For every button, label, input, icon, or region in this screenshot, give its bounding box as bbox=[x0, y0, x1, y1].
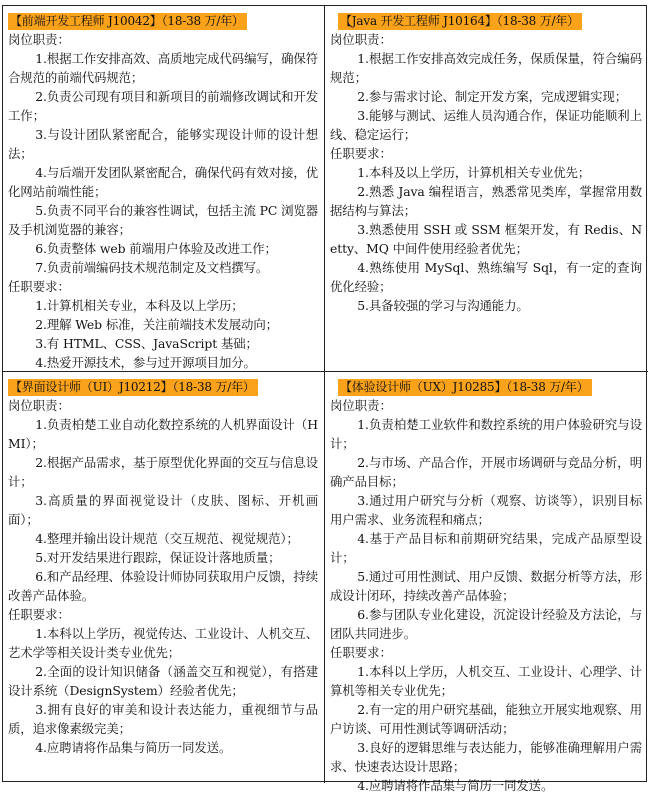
duties-heading: 岗位职责： bbox=[330, 398, 392, 413]
duties-heading: 岗位职责： bbox=[330, 32, 392, 47]
requirement-item: 1.本科以上学历，视觉传达、工业设计、人机交互、艺术学等相关设计类专业优先； bbox=[8, 626, 318, 660]
duty-item: 2.参与需求讨论、制定开发方案，完成逻辑实现； bbox=[357, 89, 627, 104]
duty-item: 2.与市场、产品合作，开展市场调研与竞品分析，明确产品目标； bbox=[330, 455, 642, 489]
duty-item: 2.负责公司现有项目和新项目的前端修改调试和开发工作； bbox=[8, 89, 318, 123]
requirement-item: 2.有一定的用户研究基础，能独立开展实地观察、用户访谈、可用性测试等调研活动； bbox=[330, 702, 642, 736]
requirement-item: 2.熟悉 Java 编程语言，熟悉常见类库，掌握常用数据结构与算法； bbox=[330, 184, 642, 218]
requirement-item: 5.具备较强的学习与沟通能力。 bbox=[357, 298, 529, 313]
duty-item: 3.能够与测试、运维人员沟通合作，保证功能顺利上线、稳定运行； bbox=[330, 108, 642, 142]
requirements-heading: 任职要求： bbox=[8, 607, 70, 622]
job-cell-ui-designer bbox=[3, 372, 325, 783]
job-cell-frontend bbox=[3, 6, 325, 372]
duty-item: 2.根据产品需求，基于原型优化界面的交互与信息设计； bbox=[8, 455, 318, 489]
duty-item: 4.整理并输出设计规范（交互规范、视觉规范）； bbox=[35, 531, 299, 546]
requirement-item: 4.应聘请将作品集与简历一同发送。 bbox=[357, 778, 554, 793]
duty-item: 3.高质量的界面视觉设计（皮肤、图标、开机画面）； bbox=[8, 493, 318, 527]
requirement-item: 4.热爱开源技术，参与过开源项目加分。 bbox=[35, 355, 256, 370]
duty-item: 7.负责前端编码技术规范制定及文档撰写。 bbox=[35, 260, 269, 275]
duty-item: 5.负责不同平台的兼容性调试，包括主流 PC 浏览器及手机浏览器的兼容； bbox=[8, 203, 318, 237]
job-title: 【Java 开发工程师 J10164】（18-38 万/年） bbox=[338, 13, 582, 30]
duty-item: 6.和产品经理、体验设计师协同获取用户反馈，持续改善产品体验。 bbox=[8, 569, 318, 603]
duty-item: 6.参与团队专业化建设，沉淀设计经验及方法论，与团队共同进步。 bbox=[330, 607, 642, 641]
requirement-item: 1.计算机相关专业，本科及以上学历； bbox=[35, 298, 244, 313]
requirement-item: 4.熟练使用 MySql、熟练编写 Sql，有一定的查询优化经验； bbox=[330, 260, 642, 294]
requirements-heading: 任职要求： bbox=[330, 645, 392, 660]
job-title: 【界面设计师（UI）J10212】（18-38 万/年） bbox=[8, 379, 258, 396]
requirement-item: 3.熟悉使用 SSH 或 SSM 框架开发，有 Redis、Netty、MQ 中间件使用经验者优先； bbox=[330, 222, 642, 256]
requirement-item: 1.本科以上学历，人机交互、工业设计、心理学、计算机等相关专业优先； bbox=[330, 664, 642, 698]
duties-heading: 岗位职责： bbox=[8, 32, 70, 47]
duties-heading: 岗位职责： bbox=[8, 398, 70, 413]
duty-item: 1.根据工作安排高效、高质地完成代码编写，确保符合规范的前端代码规范； bbox=[8, 51, 318, 85]
job-title: 【体验设计师（UX）J10285】（18-38 万/年） bbox=[338, 379, 592, 396]
duty-item: 4.基于产品目标和前期研究结果，完成产品原型设计； bbox=[330, 531, 642, 565]
duty-item: 6.负责整体 web 前端用户体验及改进工作； bbox=[35, 241, 277, 256]
job-cell-java bbox=[325, 6, 648, 372]
duty-item: 1.负责柏楚工业软件和数控系统的用户体验研究与设计； bbox=[330, 417, 642, 451]
requirements-heading: 任职要求： bbox=[330, 146, 392, 161]
requirement-item: 3.有 HTML、CSS、JavaScript 基础； bbox=[35, 336, 258, 351]
job-title: 【前端开发工程师 J10042】（18-38 万/年） bbox=[8, 13, 247, 30]
requirement-item: 3.良好的逻辑思维与表达能力，能够准确理解用户需求、快速表达设计思路； bbox=[330, 740, 642, 774]
duty-item: 5.通过可用性测试、用户反馈、数据分析等方法，形成设计闭环，持续改善产品体验； bbox=[330, 569, 642, 603]
requirement-item: 3.拥有良好的审美和设计表达能力，重视细节与品质，追求像素级完美； bbox=[8, 702, 318, 736]
requirement-item: 2.全面的设计知识储备（涵盖交互和视觉），有搭建设计系统（DesignSystem）经验者优先； bbox=[8, 664, 318, 698]
requirements-heading: 任职要求： bbox=[8, 279, 70, 294]
requirement-item: 2.理解 Web 标准，关注前端技术发展动向； bbox=[35, 317, 278, 332]
duty-item: 4.与后端开发团队紧密配合，确保代码有效对接，优化网站前端性能； bbox=[8, 165, 318, 199]
duty-item: 3.与设计团队紧密配合，能够实现设计师的设计想法； bbox=[8, 127, 318, 161]
job-listing-table bbox=[2, 5, 647, 793]
requirement-item: 1.本科及以上学历，计算机相关专业优先； bbox=[357, 165, 591, 180]
job-cell-ux-designer bbox=[325, 372, 648, 793]
duty-item: 1.根据工作安排高效完成任务，保质保量，符合编码规范； bbox=[330, 51, 642, 85]
duty-item: 5.对开发结果进行跟踪，保证设计落地质量； bbox=[35, 550, 281, 565]
duty-item: 3.通过用户研究与分析（观察、访谈等），识别目标用户需求、业务流程和痛点； bbox=[330, 493, 642, 527]
requirement-item: 4.应聘请将作品集与简历一同发送。 bbox=[35, 740, 232, 755]
duty-item: 1.负责柏楚工业自动化数控系统的人机界面设计（HMI）； bbox=[8, 417, 318, 451]
